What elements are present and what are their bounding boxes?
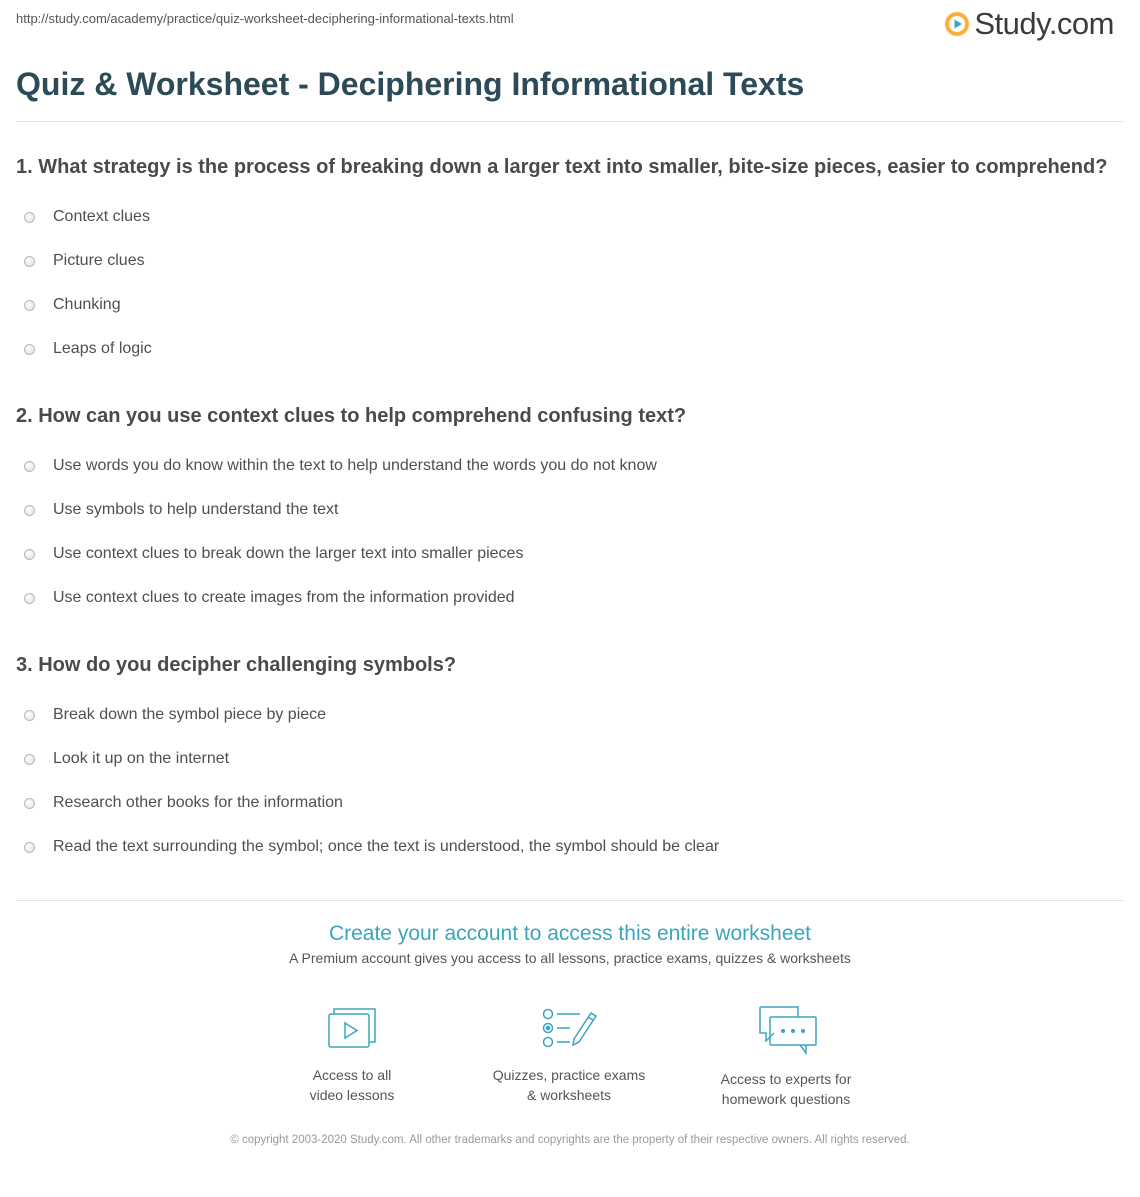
question-2 <box>16 402 1124 620</box>
answer-options <box>16 444 1124 620</box>
answer-label: Context clues <box>53 208 150 225</box>
answer-option[interactable] <box>16 532 1124 576</box>
page-title: Quiz & Worksheet - Deciphering Informational Texts <box>16 66 805 102</box>
answer-label: Chunking <box>53 296 121 313</box>
feature-video-lessons <box>252 1005 452 1105</box>
radio-button[interactable] <box>24 256 35 267</box>
answer-option[interactable] <box>16 327 1124 371</box>
title-divider <box>16 121 1124 122</box>
radio-button[interactable] <box>24 212 35 223</box>
question-text: 3. How do you decipher challenging symbols? <box>16 654 457 676</box>
answer-option[interactable] <box>16 781 1124 825</box>
feature-label: Access to all video lessons <box>309 1067 395 1103</box>
radio-button[interactable] <box>24 710 35 721</box>
quiz-checklist-icon <box>469 1005 669 1051</box>
answer-option[interactable] <box>16 195 1124 239</box>
answer-option[interactable] <box>16 693 1124 737</box>
cta-title[interactable]: Create your account to access this entire worksheet <box>328 922 812 945</box>
answer-option[interactable] <box>16 444 1124 488</box>
answer-options <box>16 195 1124 371</box>
answer-option[interactable] <box>16 825 1124 869</box>
expert-chat-icon <box>686 1005 886 1055</box>
copyright-footer: © copyright 2003-2020 Study.com. All other trademarks and copyrights are the property of their respective owners. All rights reserved. <box>230 1134 910 1146</box>
logo-text: Study.com <box>974 6 1114 41</box>
feature-label: Quizzes, practice exams & worksheets <box>492 1067 646 1103</box>
answer-option[interactable] <box>16 488 1124 532</box>
cta-divider <box>16 900 1124 901</box>
answer-option[interactable] <box>16 576 1124 620</box>
answer-label: Picture clues <box>53 252 145 269</box>
question-1 <box>16 153 1124 371</box>
answer-option[interactable] <box>16 239 1124 283</box>
question-3 <box>16 651 1124 869</box>
radio-button[interactable] <box>24 549 35 560</box>
radio-button[interactable] <box>24 344 35 355</box>
video-lessons-icon <box>252 1005 452 1051</box>
radio-button[interactable] <box>24 505 35 516</box>
radio-button[interactable] <box>24 754 35 765</box>
answer-option[interactable] <box>16 283 1124 327</box>
radio-button[interactable] <box>24 593 35 604</box>
answer-label: Research other books for the information <box>53 794 343 811</box>
answer-option[interactable] <box>16 737 1124 781</box>
feature-quizzes <box>469 1005 669 1105</box>
radio-button[interactable] <box>24 461 35 472</box>
feature-experts <box>686 1005 886 1109</box>
question-text: 1. What strategy is the process of breaking down a larger text into smaller, bite-size pieces, easier to comprehend? <box>16 156 1108 178</box>
question-list <box>16 153 1124 900</box>
answer-label: Read the text surrounding the symbol; once the text is understood, the symbol should be clear <box>53 838 720 855</box>
feature-label: Access to experts for homework questions <box>720 1071 852 1107</box>
radio-button[interactable] <box>24 798 35 809</box>
cta-subtitle: A Premium account gives you access to all lessons, practice exams, quizzes & worksheets <box>289 950 851 966</box>
answer-options <box>16 693 1124 869</box>
radio-button[interactable] <box>24 300 35 311</box>
answer-label: Use symbols to help understand the text <box>53 501 339 518</box>
answer-label: Use context clues to create images from the information provided <box>53 589 515 606</box>
play-circle-icon <box>944 11 970 37</box>
signup-cta <box>0 922 1140 966</box>
answer-label: Use context clues to break down the larger text into smaller pieces <box>53 545 524 562</box>
page-url: http://study.com/academy/practice/quiz-worksheet-deciphering-informational-texts.html <box>16 11 514 26</box>
answer-label: Use words you do know within the text to help understand the words you do not know <box>53 457 657 474</box>
answer-label: Break down the symbol piece by piece <box>53 706 327 723</box>
radio-button[interactable] <box>24 842 35 853</box>
study-logo[interactable] <box>944 6 1114 42</box>
answer-label: Leaps of logic <box>53 340 152 357</box>
question-text: 2. How can you use context clues to help comprehend confusing text? <box>16 405 687 427</box>
answer-label: Look it up on the internet <box>53 750 230 767</box>
